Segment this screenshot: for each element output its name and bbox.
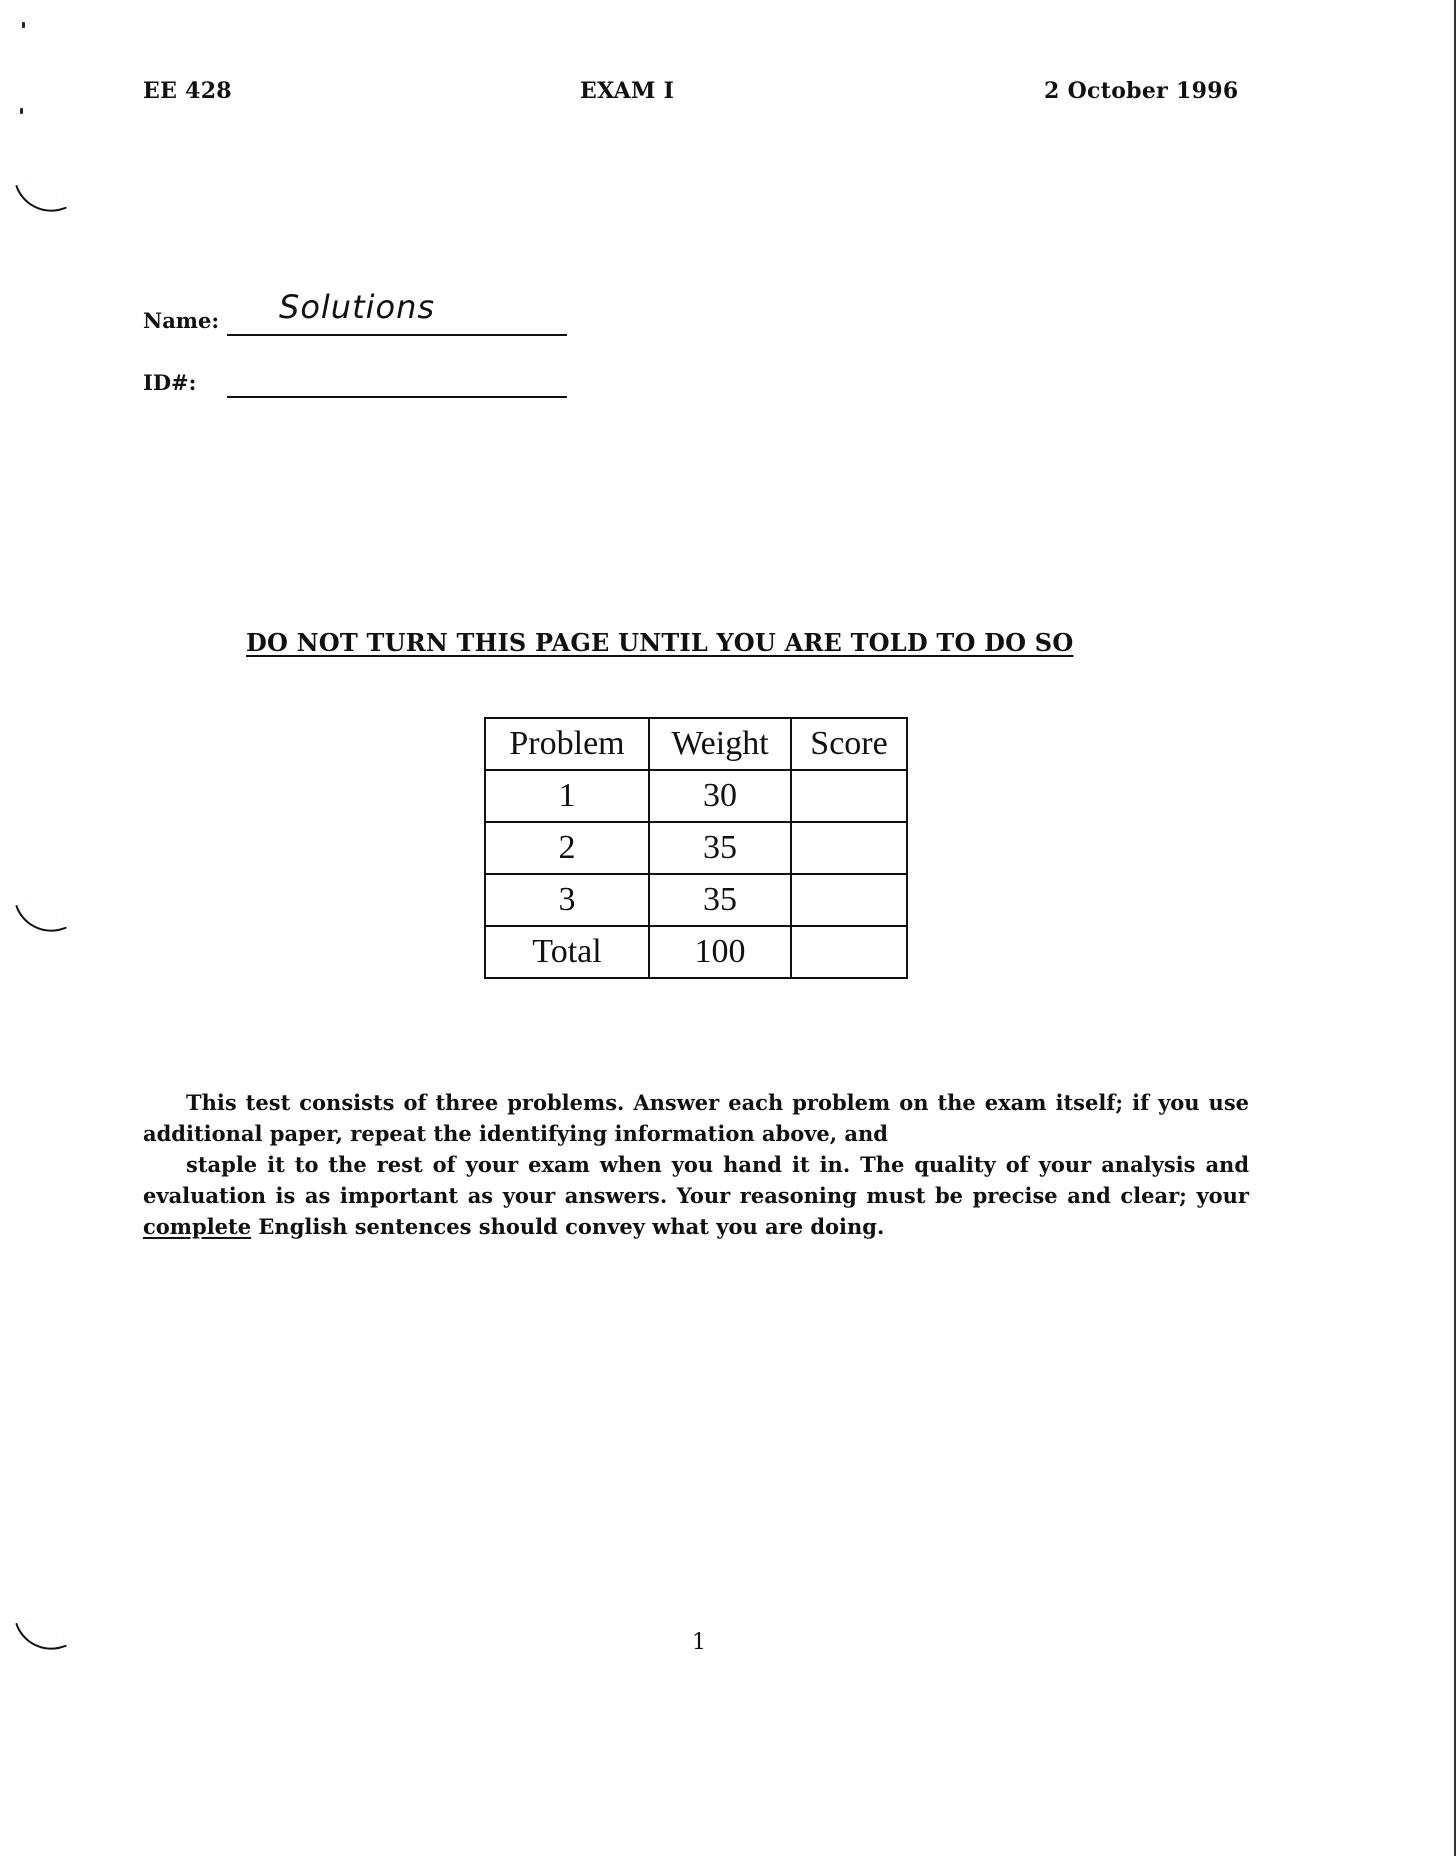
course-code: EE 428 <box>143 78 232 104</box>
score-cell <box>791 926 907 978</box>
weight-cell: 35 <box>649 822 791 874</box>
table-row <box>485 822 907 874</box>
instructions <box>143 1087 1249 1242</box>
name-underline <box>227 334 567 336</box>
name-handwritten-value: Solutions <box>279 288 436 326</box>
exam-date: 2 October 1996 <box>1044 78 1239 104</box>
instructions-paragraph-1: This test consists of three problems. Answer each problem on the exam itself; if you use additional paper, repeat the identifying information above, and <box>143 1090 1249 1146</box>
table-row-total <box>485 926 907 978</box>
instructions-paragraph-2-start: staple it to the rest of your exam when you hand it in. The quality of your analysis and evaluation is as important as your answers. Your reasoning must be precise and clear; your <box>143 1152 1249 1208</box>
name-label: Name: <box>143 308 220 333</box>
score-table <box>484 717 908 979</box>
instructions-paragraph-2-end: English sentences should convey what you are doing. <box>251 1214 885 1239</box>
problem-cell: 2 <box>485 822 649 874</box>
weight-cell: 30 <box>649 770 791 822</box>
score-cell <box>791 770 907 822</box>
table-row <box>485 770 907 822</box>
scan-speck <box>20 108 23 114</box>
weight-cell: 35 <box>649 874 791 926</box>
binder-hole-mark <box>15 892 67 941</box>
header-problem: Problem <box>485 718 649 770</box>
binder-hole-mark <box>15 1610 67 1659</box>
id-underline <box>227 396 567 398</box>
weight-cell: 100 <box>649 926 791 978</box>
table-row <box>485 874 907 926</box>
score-cell <box>791 874 907 926</box>
problem-cell: 3 <box>485 874 649 926</box>
instructions-paragraph-2 <box>143 1149 1249 1242</box>
problem-cell: Total <box>485 926 649 978</box>
exam-title: EXAM I <box>580 78 675 104</box>
table-header-row <box>485 718 907 770</box>
scan-speck <box>22 22 25 28</box>
page-number: 1 <box>692 1630 706 1655</box>
header-weight: Weight <box>649 718 791 770</box>
id-label: ID#: <box>143 370 197 395</box>
score-cell <box>791 822 907 874</box>
header-score: Score <box>791 718 907 770</box>
emphasized-word: complete <box>143 1214 252 1239</box>
problem-cell: 1 <box>485 770 649 822</box>
binder-hole-mark <box>15 172 67 221</box>
do-not-turn-warning: DO NOT TURN THIS PAGE UNTIL YOU ARE TOLD TO DO SO <box>246 628 1074 657</box>
